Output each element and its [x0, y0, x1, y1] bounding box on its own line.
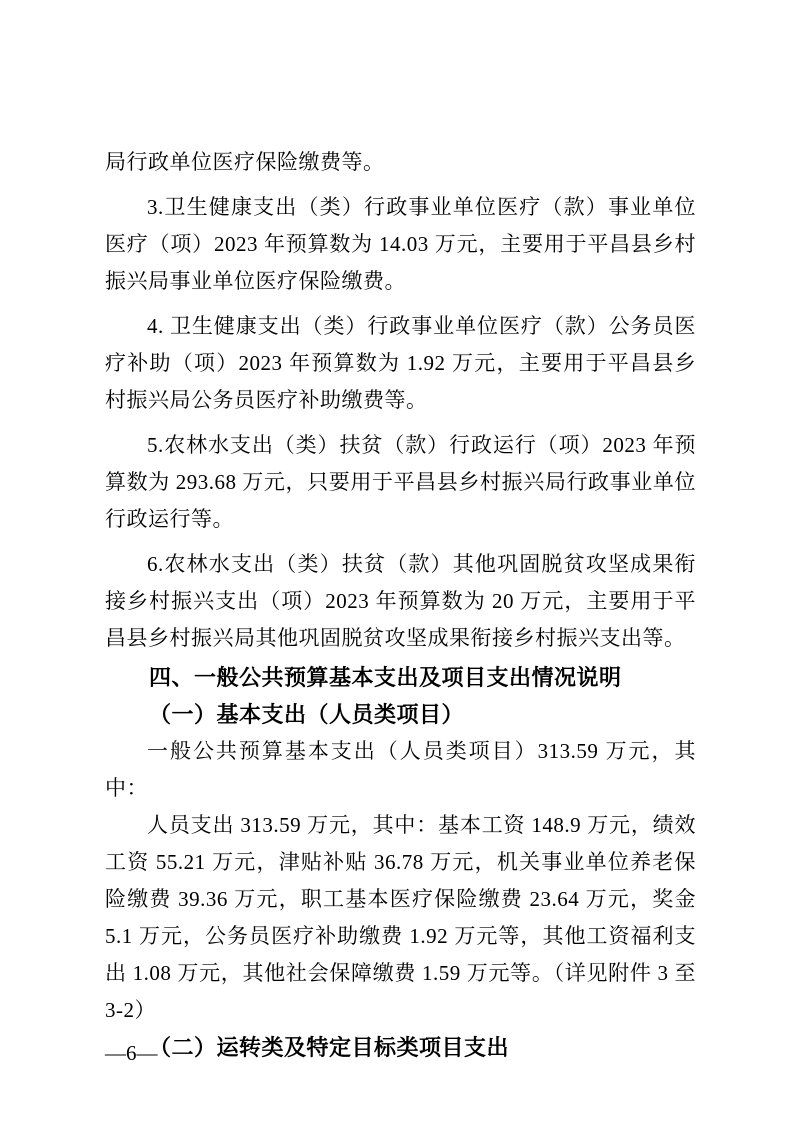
paragraph-basic-expenditure-total: 一般公共预算基本支出（人员类项目）313.59 万元，其中：	[105, 739, 696, 800]
paragraph-personnel-expenditure-detail: 人员支出 313.59 万元，其中：基本工资 148.9 万元，绩效工资 55.21 万元，津贴补贴 36.78 万元，机关事业单位养老保险缴费 39.36 万元，职工基本医疗保险缴费 23.64 万元，奖金 5.1 万元，公务员医疗补助缴费 1.92 万元等，其他工资福利支出 1.08 万元，其他社会保障缴费 1.59 万元等。（详见附件 3 至 3-2）	[105, 813, 696, 1022]
paragraph-item-4-civil-servant-medical-subsidy: 4. 卫生健康支出（类）行政事业单位医疗（款）公务员医疗补助（项）2023 年预算数为 1.92 万元，主要用于平昌县乡村振兴局公务员医疗补助缴费等。	[105, 314, 696, 412]
paragraph-item-3-health-expenditure: 3.卫生健康支出（类）行政事业单位医疗（款）事业单位医疗（项）2023 年预算数为 14.03 万元，主要用于平昌县乡村振兴局事业单位医疗保险缴费。	[105, 195, 696, 293]
paragraph-continuation: 局行政单位医疗保险缴费等。	[105, 150, 385, 174]
paragraph-item-6-rural-revitalization-expenditure: 6.农林水支出（类）扶贫（款）其他巩固脱贫攻坚成果衔接乡村振兴支出（项）2023 年预算数为 20 万元，主要用于平昌县乡村振兴局其他巩固脱贫攻坚成果衔接乡村振兴支出等。	[105, 552, 696, 650]
paragraph-item-5-agriculture-admin-operation: 5.农林水支出（类）扶贫（款）行政运行（项）2023 年预算数为 293.68 万元，只要用于平昌县乡村振兴局行政事业单位行政运行等。	[105, 433, 696, 531]
subsection-2-heading: （二）运转类及特定目标类项目支出	[149, 1035, 510, 1060]
page-number: —6—	[105, 1041, 158, 1065]
subsection-1-heading: （一）基本支出（人员类项目）	[149, 702, 465, 727]
document-text-block	[105, 144, 696, 1066]
section-4-heading: 四、一般公共预算基本支出及项目支出情况说明	[149, 665, 622, 690]
